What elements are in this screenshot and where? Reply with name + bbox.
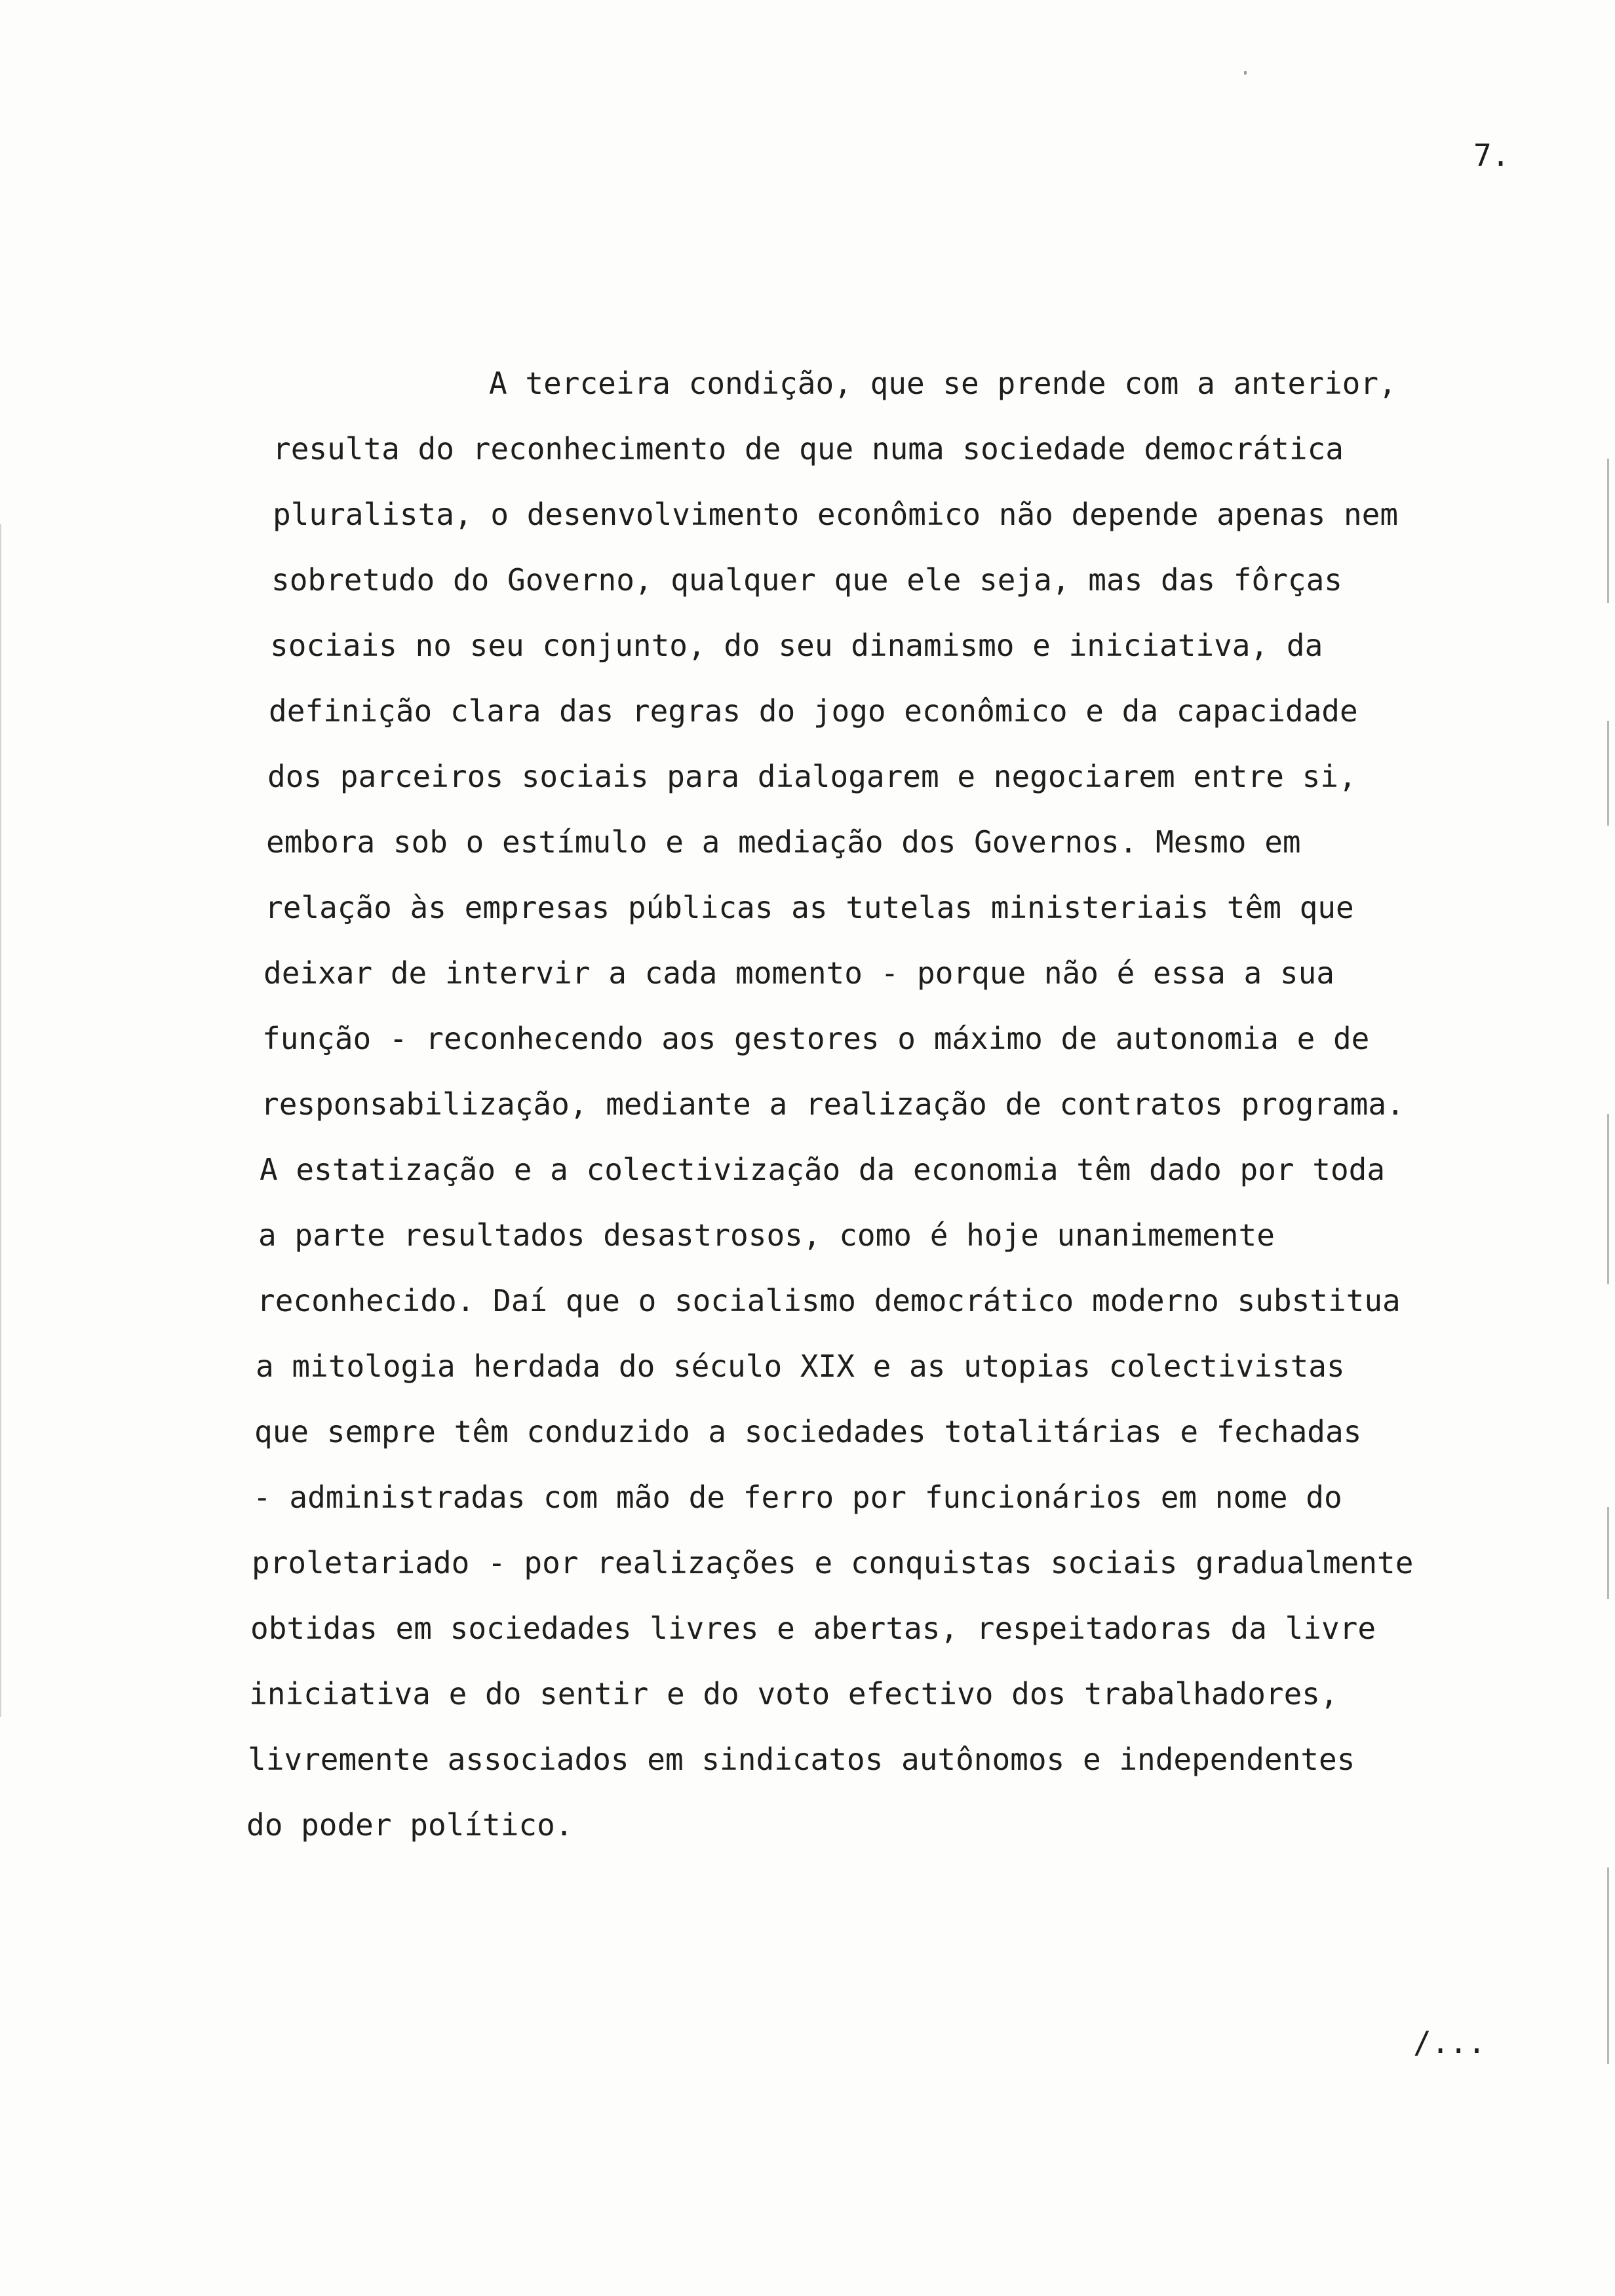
paragraph-line: obtidas em sociedades livres e abertas, respeitadoras da livre [250, 1611, 1376, 1646]
paragraph-line: sociais no seu conjunto, do seu dinamismo e iniciativa, da [270, 628, 1323, 663]
paragraph-line: iniciativa e do sentir e do voto efectivo dos trabalhadores, [249, 1676, 1338, 1712]
paragraph-line: - administradas com mão de ferro por funcionários em nome do [253, 1480, 1342, 1515]
paragraph-line: proletariado - por realizações e conquistas sociais gradualmente [252, 1545, 1414, 1580]
paragraph-line: função - reconhecendo aos gestores o máximo de autonomia e de [262, 1021, 1370, 1056]
paragraph-line: reconhecido. Daí que o socialismo democrático moderno substitua [257, 1283, 1401, 1318]
paragraph-line: resulta do reconhecimento de que numa sociedade democrática [273, 431, 1344, 467]
continuation-mark: /... [1413, 2025, 1486, 2060]
paragraph-line: A terceira condição, que se prende com a anterior, [489, 366, 1397, 401]
paragraph-line: embora sob o estímulo e a mediação dos Governos. Mesmo em [266, 824, 1301, 860]
paragraph-line: A estatização e a colectivização da economia têm dado por toda [260, 1152, 1386, 1187]
paragraph-line: relação às empresas públicas as tutelas ministeriais têm que [265, 890, 1354, 925]
paragraph-line: a mitologia herdada do século XIX e as utopias colectivistas [256, 1349, 1345, 1384]
paragraph-line: deixar de intervir a cada momento - porque não é essa a sua [263, 955, 1334, 991]
paragraph-line: dos parceiros sociais para dialogarem e negociarem entre si, [267, 759, 1357, 794]
page-number: 7. [1473, 138, 1510, 173]
paragraph-line: definição clara das regras do jogo econômico e da capacidade [269, 693, 1358, 729]
paragraph-line: do poder político. [246, 1807, 574, 1843]
paragraph-line: sobretudo do Governo, qualquer que ele seja, mas das fôrças [271, 562, 1342, 598]
paragraph-line: responsabilização, mediante a realização de contratos programa. [261, 1086, 1405, 1122]
paragraph-line: livremente associados em sindicatos autônomos e independentes [248, 1742, 1355, 1777]
paragraph-line: pluralista, o desenvolvimento econômico não depende apenas nem [273, 497, 1399, 532]
paragraph-line: a parte resultados desastrosos, como é hoje unanimemente [258, 1217, 1275, 1253]
paragraph-line: que sempre têm conduzido a sociedades totalitárias e fechadas [254, 1414, 1362, 1449]
